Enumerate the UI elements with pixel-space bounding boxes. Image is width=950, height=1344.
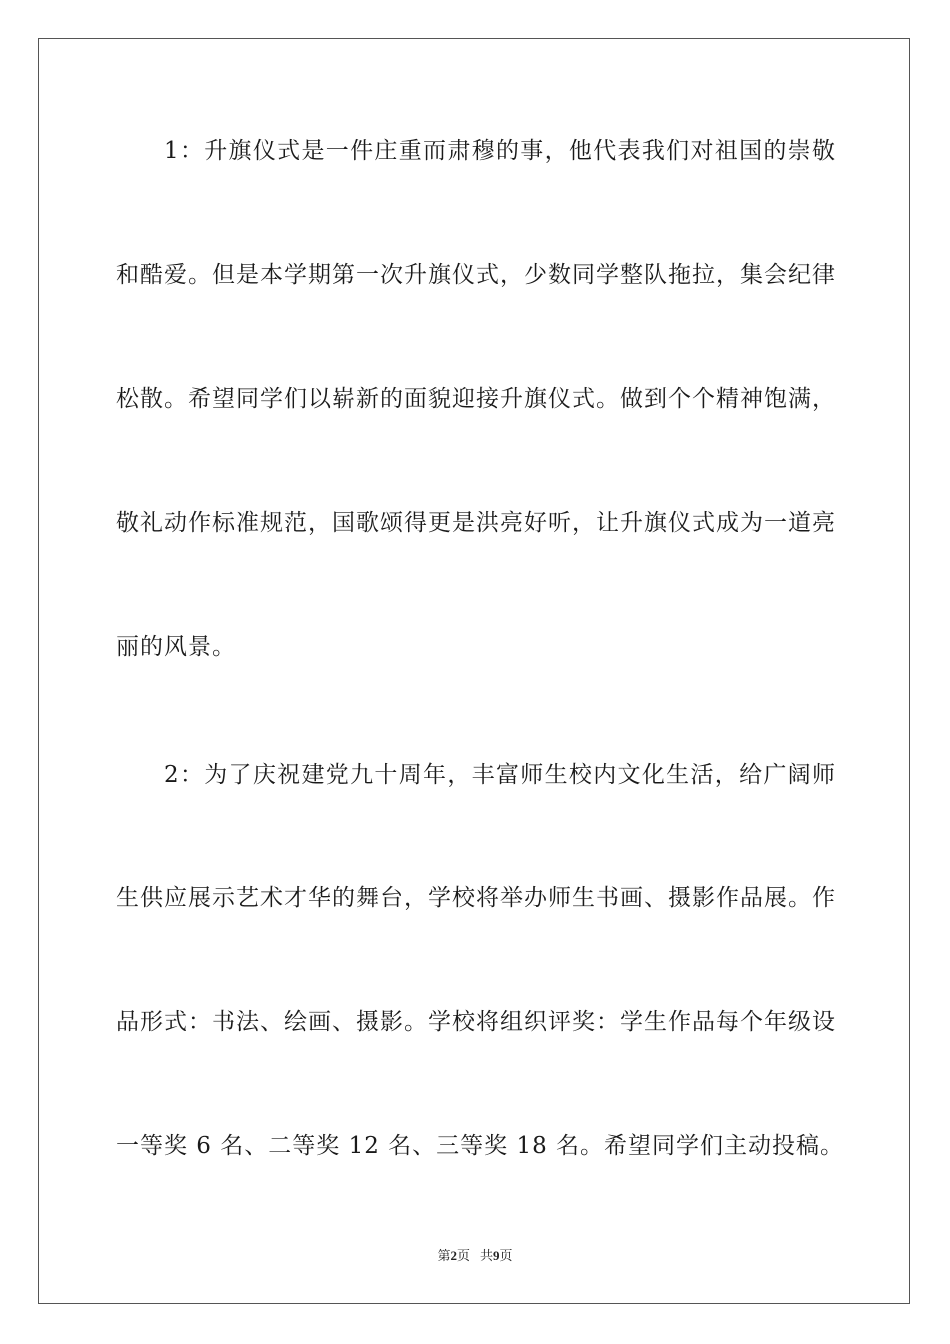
total-pages: 9 (493, 1248, 500, 1263)
paragraph-line: 一等奖 6 名、二等奖 12 名、三等奖 18 名。希望同学们主动投稿。 (116, 1133, 845, 1159)
page-footer (0, 1248, 950, 1264)
page-prefix: 第 (437, 1248, 451, 1263)
paragraph-line: 松散。希望同学们以崭新的面貌迎接升旗仪式。做到个个精神饱满， (116, 386, 836, 412)
paragraph-line: 品形式：书法、绘画、摄影。学校将组织评奖：学生作品每个年级设 (116, 1009, 836, 1035)
page-suffix: 页 (456, 1248, 470, 1263)
paragraph-line: 生供应展示艺术才华的舞台，学校将举办师生书画、摄影作品展。作 (116, 885, 836, 911)
paragraph-line: 丽的风景。 (116, 634, 236, 660)
paragraph-line: 和酷爱。但是本学期第一次升旗仪式，少数同学整队拖拉，集会纪律 (116, 262, 836, 288)
paragraph-line: 1：升旗仪式是一件庄重而肃穆的事，他代表我们对祖国的崇敬 (164, 138, 836, 164)
page-frame (38, 38, 910, 1304)
paragraph-line: 敬礼动作标准规范，国歌颂得更是洪亮好听，让升旗仪式成为一道亮 (116, 510, 836, 536)
total-prefix: 共 (480, 1248, 494, 1263)
total-suffix: 页 (499, 1248, 513, 1263)
page-number: 2 (450, 1248, 457, 1263)
paragraph-line: 2：为了庆祝建党九十周年，丰富师生校内文化生活，给广阔师 (164, 762, 836, 788)
